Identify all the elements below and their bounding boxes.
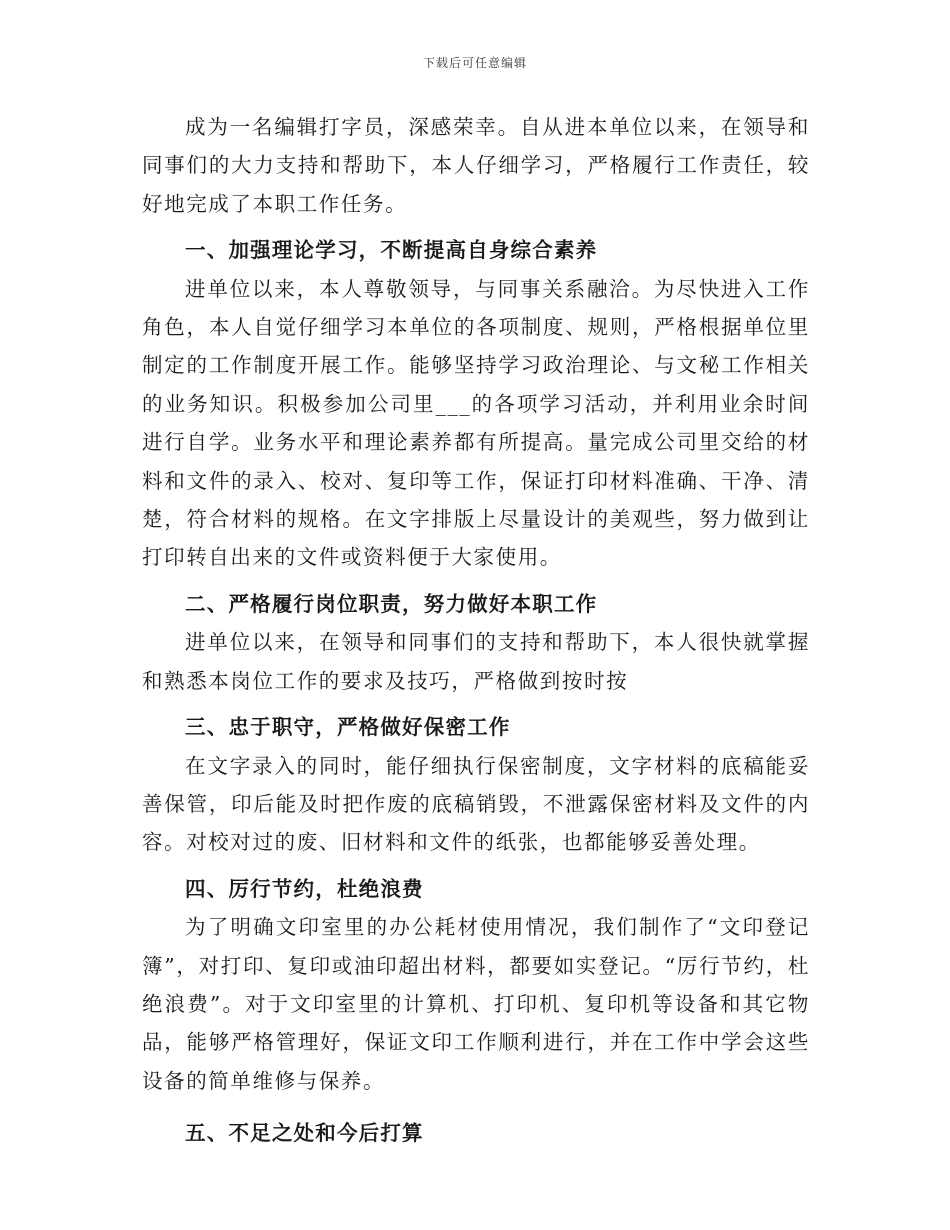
intro-paragraph: 成为一名编辑打字员，深感荣幸。自从进本单位以来，在领导和同事们的大力支持和帮助下，本人仔细学习，严格履行工作责任，较好地完成了本职工作任务。 [142,115,810,216]
section-1-heading: 一、加强理论学习，不断提高自身综合素养 [185,238,598,263]
header-note: 下载后可任意编辑 [422,56,527,70]
section-4-heading: 四、厉行节约，杜绝浪费 [185,876,424,901]
section-3-paragraph: 在文字录入的同时，能仔细执行保密制度，文字材料的底稿能妥善保管，印后能及时把作废的底稿销毁，不泄露保密材料及文件的内容。对校对过的废、旧材料和文件的纸张，也都能够妥善处理。 [142,753,810,855]
section-5-heading: 五、不足之处和今后打算 [185,1121,424,1146]
section-2-paragraph: 进单位以来，在领导和同事们的支持和帮助下，本人很快就掌握和熟悉本岗位工作的要求及技巧，严格做到按时按 [142,630,810,693]
section-4-paragraph: 为了明确文印室里的办公耗材使用情况，我们制作了“文印登记簿”，对打印、复印或油印超出材料，都要如实登记。“厉行节约，杜绝浪费”。对于文印室里的计算机、打印机、复印机等设备和其它物品，能够严格管理好，保证文印工作顺利进行，并在工作中学会这些设备的简单维修与保养。 [142,915,810,1093]
section-3-heading: 三、忠于职守，严格做好保密工作 [185,715,511,740]
document-body [142,108,810,1153]
section-1-paragraph: 进单位以来，本人尊敬领导，与同事关系融洽。为尽快进入工作角色，本人自觉仔细学习本单位的各项制度、规则，严格根据单位里制定的工作制度开展工作。能够坚持学习政治理论、与文秘工作相关的业务知识。积极参加公司里___的各项学习活动，并利用业余时间进行自学。业务水平和理论素养都有所提高。量完成公司里交给的材料和文件的录入、校对、复印等工作，保证打印材料准确、干净、清楚，符合材料的规格。在文字排版上尽量设计的美观些，努力做到让打印转自出来的文件或资料便于大家使用。 [142,276,810,570]
section-2-heading: 二、严格履行岗位职责，努力做好本职工作 [185,591,598,616]
